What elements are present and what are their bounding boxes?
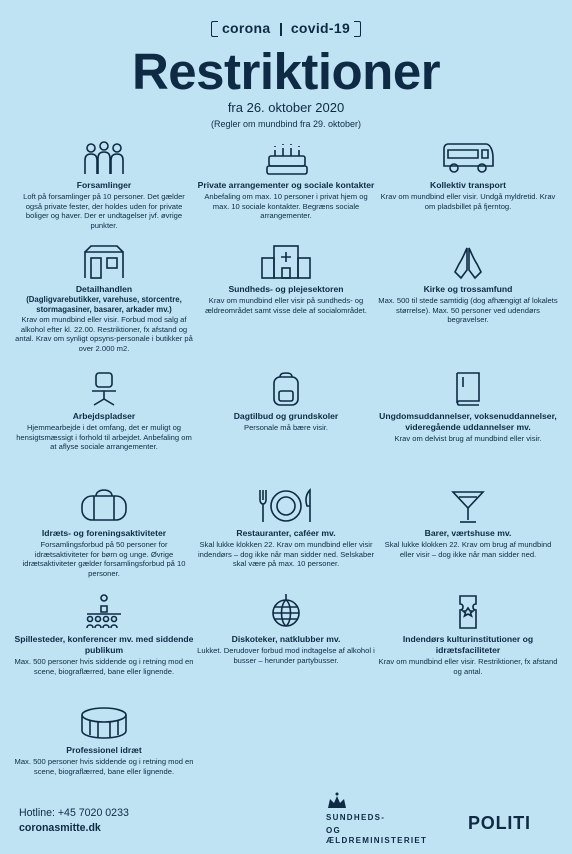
bracket-left-icon (211, 21, 218, 37)
crown-icon (326, 792, 348, 810)
tile-title: Kollektiv transport (430, 180, 506, 190)
tile-text: Anbefaling om max. 10 personer i privat hjem og max. 10 sociale kontakter. Begræns sociale arrangementer. (204, 192, 368, 221)
office-chair-icon (79, 371, 129, 407)
cocktail-glass-icon (443, 488, 493, 524)
tile-title: Professionel idræt (66, 745, 142, 755)
tile-dagtilbud (196, 371, 376, 433)
tile-kirke (378, 244, 558, 325)
tile-text: Skal lukke klokken 22. Krav om brug af mundbind eller visir – dog ikke når man sidder ned. (384, 540, 552, 559)
tile-title: Restauranter, caféer mv. (236, 528, 336, 538)
tile-detailhandlen (14, 244, 194, 354)
tile-title: Kirke og trossamfund (423, 284, 513, 294)
tile-uddannelser (378, 371, 558, 444)
contact-block (19, 806, 129, 836)
audience-icon (79, 594, 129, 630)
effective-date: fra 26. oktober 2020 (227, 100, 345, 115)
cake-icon (261, 140, 311, 176)
tile-barer (378, 488, 558, 559)
ticket-icon (443, 594, 493, 630)
brand-corona: corona (221, 20, 271, 36)
website-link[interactable]: coronasmitte.dk (19, 822, 101, 834)
tile-text: Krav om mundbind eller visir. Undgå myldretid. Krav om pladsbillet på fjerntog. (380, 192, 556, 211)
tile-title: Arbejdspladser (72, 411, 136, 421)
tile-title: Spillesteder, konferencer mv. med siddende publikum (14, 634, 194, 655)
tile-subtitle: (Dagligvarebutikker, varehuse, storcentre, stormagasiner, basarer, arkader mv.) (26, 295, 182, 314)
tile-professionel-idraet (14, 705, 194, 776)
tile-sundhed (196, 244, 376, 315)
tile-private-arrangementer (196, 140, 376, 221)
tile-text: Loft på forsamlinger på 10 personer. Det gælder også private fester, der holdes uden for private boliger og haver. Der er undtagelser jvf. øvrige punkter. (23, 192, 185, 230)
ministry-name-line2: OG ÆLDREMINISTERIET (326, 826, 428, 845)
police-logo: POLITI (468, 813, 531, 833)
tile-title: Sundheds- og plejesektoren (228, 284, 344, 294)
brand-covid: covid-19 (290, 20, 351, 36)
book-icon (443, 371, 493, 407)
group-icon (79, 140, 129, 176)
tile-text: Max. 500 personer hvis siddende og i retning mod en scene, biograflærred, bane eller lignende. (14, 757, 194, 776)
ministry-name-line1: SUNDHEDS- (326, 813, 386, 822)
stadium-icon (76, 705, 132, 741)
tile-title: Indendørs kulturinstitutioner og idrætsfaciliteter (402, 634, 534, 655)
tile-text: Krav om mundbind eller visir. Forbud mod salg af alkohol efter kl. 22.00. Restriktioner, fx afstand og antal. Krav om synligt opsyns-personale i butikker på over 2.000 m2. (15, 315, 193, 353)
tile-restauranter (196, 488, 376, 569)
tile-text: Personale må bære visir. (244, 423, 328, 432)
brand-separator (280, 23, 282, 36)
tile-kulturinstitutioner (378, 594, 558, 676)
ministry-logo (326, 792, 436, 846)
tile-spillesteder (14, 594, 194, 676)
tile-title: Ungdomsuddannelser, voksenuddannelser, videregående uddannelser mv. (379, 411, 557, 432)
tile-text: Krav om mundbind eller visir på sundheds- og ældreområdet samt visse dele af socialområdet. (205, 296, 367, 315)
tile-text: Max. 500 til stede samtidig (dog afhængigt af lokalets størrelse). Max. 50 personer ved udendørs begravelser. (378, 296, 558, 325)
sports-bag-icon (76, 488, 132, 524)
tile-text: Lukket. Derudover forbud mod indtagelse af alkohol i busser – herunder partybusser. (197, 646, 375, 665)
hospital-icon (258, 244, 314, 280)
tile-title: Private arrangementer og sociale kontakter (197, 180, 375, 190)
tile-text: Skal lukke klokken 22. Krav om mundbind eller visir indendørs – dog ikke når man sidder ned. Selskaber skal være på max. 10 personer. (197, 540, 375, 569)
tile-forsamlinger (14, 140, 194, 230)
plate-cutlery-icon (254, 488, 318, 524)
bus-icon (440, 140, 496, 176)
tile-title: Detailhandlen (75, 284, 133, 294)
store-icon (79, 244, 129, 280)
tile-text: Krav om delvist brug af mundbind eller visir. (394, 434, 542, 443)
tile-title: Dagtilbud og grundskoler (233, 411, 339, 421)
tile-title: Barer, værtshuse mv. (424, 528, 512, 538)
tile-title: Diskoteker, natklubber mv. (231, 634, 341, 644)
praying-hands-icon (443, 244, 493, 280)
disco-ball-icon (261, 594, 311, 630)
tile-arbejdspladser (14, 371, 194, 452)
tile-text: Forsamlingsforbud på 50 personer for idrætsaktiviteter for børn og unge. Øvrige idrætsaktiviteter gælder forsamlingsforbud på 10 personer. (22, 540, 186, 578)
mask-note: (Regler om mundbind fra 29. oktober) (210, 119, 362, 129)
tile-kollektiv-transport (378, 140, 558, 211)
tile-title: Idræts- og foreningsaktiviteter (41, 528, 167, 538)
page-title: Restriktioner (131, 43, 441, 100)
tile-idraet (14, 488, 194, 578)
bracket-right-icon (354, 21, 361, 37)
backpack-icon (261, 371, 311, 407)
tile-text: Hjemmearbejde i det omfang, det er muligt og hensigtsmæssigt i forhold til arbejdet. Anbefaling om at aflyse sociale arrangementer. (16, 423, 192, 452)
tile-diskoteker (196, 594, 376, 665)
brand-header (0, 20, 572, 37)
hotline-text: Hotline: +45 7020 0233 (19, 807, 129, 819)
tile-text: Krav om mundbind eller visir. Restriktioner, fx afstand og antal. (378, 657, 558, 676)
tile-text: Max. 500 personer hvis siddende og i retning mod en scene, biograflærred, bane eller lignende. (14, 657, 194, 676)
tile-title: Forsamlinger (76, 180, 132, 190)
